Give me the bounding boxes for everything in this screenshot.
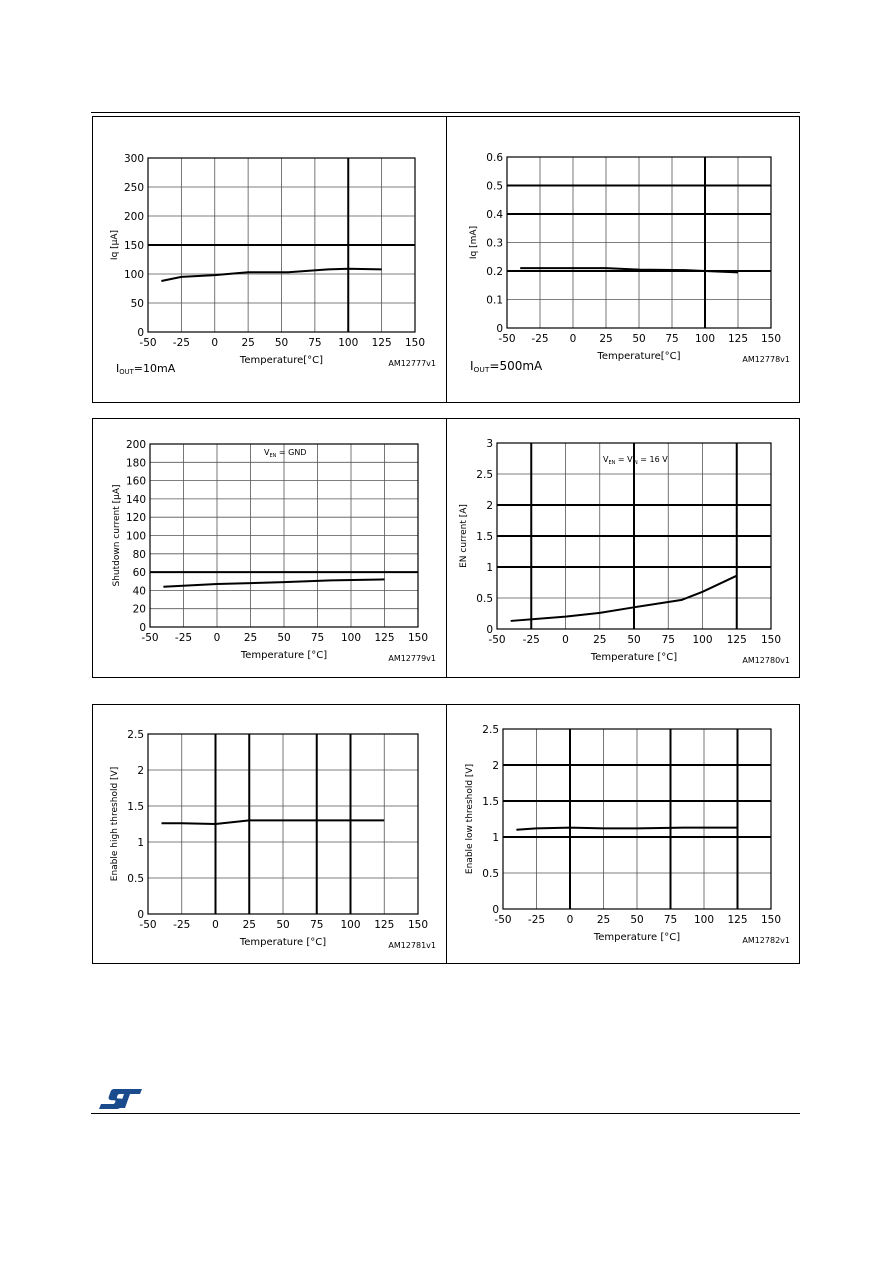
x-tick-label: -50: [139, 337, 157, 349]
chart-enable-high-threshold: [92, 704, 446, 964]
y-tick-label: 0.5: [486, 180, 503, 193]
chart-enable-low-threshold: [445, 704, 800, 964]
y-tick-label: 0: [496, 323, 503, 335]
y-tick-label: 180: [125, 457, 146, 470]
x-tick-label: 125: [727, 914, 748, 926]
x-tick-label: 25: [242, 919, 256, 931]
y-axis-label: Iq [mA]: [469, 225, 479, 260]
y-tick-label: 80: [132, 548, 146, 561]
y-tick-label: 3: [486, 438, 493, 450]
y-tick-label: 20: [132, 603, 146, 616]
y-tick-label: 2.5: [127, 729, 144, 741]
st-logo: [99, 1088, 143, 1110]
y-tick-label: 0.3: [486, 237, 503, 250]
figure-id: AM12782v1: [742, 936, 790, 945]
x-tick-label: 100: [340, 919, 361, 931]
y-tick-label: 150: [123, 240, 144, 252]
x-tick-label: 150: [760, 333, 782, 345]
y-tick-label: 60: [132, 567, 146, 580]
y-axis-label: Enable high threshold [V]: [110, 766, 120, 882]
x-tick-label: 125: [374, 632, 395, 644]
x-tick-label: 150: [407, 919, 429, 931]
x-axis-label: Temperature[°C]: [239, 355, 324, 366]
x-tick-label: 100: [693, 914, 715, 926]
x-axis-label: Temperature [°C]: [590, 652, 678, 663]
y-tick-label: 0.1: [486, 294, 503, 307]
y-axis-label: Shutdown current [µA]: [112, 484, 122, 587]
y-tick-label: 0: [486, 624, 493, 636]
y-tick-label: 2: [492, 760, 499, 772]
x-tick-label: 0: [569, 333, 577, 345]
x-tick-label: -50: [139, 919, 157, 931]
y-tick-label: 1.5: [482, 796, 499, 808]
y-tick-label: 0.5: [482, 868, 499, 880]
y-tick-label: 100: [125, 530, 146, 543]
y-tick-label: 1: [137, 837, 144, 849]
x-tick-label: -50: [141, 632, 159, 644]
figure-id: AM12780v1: [742, 656, 790, 665]
condition-label: IOUT=500mA: [470, 359, 543, 374]
y-tick-label: 40: [132, 585, 146, 598]
x-tick-label: 0: [212, 919, 219, 931]
page-bottom-rule: [91, 1113, 800, 1114]
y-tick-label: 120: [125, 512, 146, 525]
x-tick-label: 125: [374, 919, 395, 931]
plot-annotation: $V_{EN}$ = GND: [264, 448, 307, 459]
figure-id: AM12777v1: [388, 359, 436, 368]
x-axis-label: Temperature[°C]: [597, 351, 681, 362]
y-axis-label: EN current [A]: [459, 504, 469, 568]
y-axis-label: Enable low threshold [V]: [465, 763, 475, 875]
y-tick-label: 100: [123, 269, 144, 281]
x-tick-label: 75: [663, 914, 678, 926]
plot-annotation: $V_{EN} = V_{IN} = 16$ V: [603, 455, 668, 466]
x-tick-label: 0: [213, 632, 221, 644]
x-tick-label: 150: [760, 914, 782, 926]
y-tick-label: 1.5: [476, 531, 493, 543]
chart-en-current: [445, 418, 800, 678]
x-tick-label: 25: [593, 634, 607, 646]
x-tick-label: -50: [498, 333, 516, 345]
x-tick-label: 50: [630, 914, 644, 926]
x-tick-label: 25: [241, 337, 255, 349]
y-tick-label: 0.5: [127, 873, 144, 885]
y-tick-label: 140: [125, 493, 146, 506]
x-tick-label: 25: [243, 632, 258, 644]
x-tick-label: 100: [692, 634, 713, 646]
y-tick-label: 0.2: [486, 266, 503, 278]
y-tick-label: 0: [137, 909, 144, 921]
x-tick-label: 150: [404, 337, 426, 349]
y-tick-label: 2: [486, 500, 493, 512]
x-axis-label: Temperature [°C]: [240, 650, 328, 661]
y-tick-label: 0.5: [476, 593, 493, 605]
y-tick-label: 0: [492, 904, 499, 916]
x-tick-label: -25: [527, 914, 546, 926]
y-axis-label: Iq [µA]: [110, 229, 120, 261]
y-tick-label: 0: [137, 327, 144, 339]
x-tick-label: 50: [276, 919, 290, 931]
y-tick-label: 2.5: [476, 469, 493, 481]
x-tick-label: 75: [310, 632, 325, 644]
figure-id: AM12779v1: [388, 654, 436, 663]
x-axis-label: Temperature [°C]: [593, 932, 681, 943]
y-tick-label: 50: [130, 298, 144, 310]
x-tick-label: 125: [371, 337, 392, 349]
x-tick-label: 150: [760, 634, 782, 646]
x-tick-label: 25: [596, 914, 611, 926]
x-tick-label: -25: [172, 337, 190, 349]
y-tick-label: 0.4: [486, 209, 503, 221]
figure-id: AM12781v1: [388, 941, 436, 950]
x-tick-label: 75: [665, 333, 679, 345]
chart-iq-10ma: [92, 116, 446, 403]
y-tick-label: 300: [123, 153, 144, 165]
condition-label: IOUT=10mA: [116, 362, 176, 376]
figure-id: AM12778v1: [742, 355, 790, 364]
x-tick-label: -25: [522, 634, 540, 646]
y-tick-label: 1.5: [127, 801, 144, 813]
y-tick-label: 200: [123, 211, 144, 223]
x-tick-label: 50: [274, 337, 289, 349]
y-tick-label: 2.5: [482, 724, 499, 736]
x-tick-label: 50: [277, 632, 291, 644]
y-tick-label: 1: [492, 832, 499, 844]
x-tick-label: 0: [566, 914, 574, 926]
page-top-rule: [91, 112, 800, 113]
x-tick-label: -50: [494, 914, 512, 926]
y-tick-label: 160: [125, 475, 146, 488]
x-tick-label: 100: [340, 632, 362, 644]
y-tick-label: 250: [123, 182, 144, 194]
x-tick-label: -25: [173, 919, 191, 931]
x-tick-label: 50: [627, 634, 641, 646]
x-tick-label: 25: [599, 333, 613, 345]
x-tick-label: 125: [726, 634, 747, 646]
y-tick-label: 0.6: [486, 152, 503, 164]
x-tick-label: -25: [174, 632, 193, 644]
x-tick-label: 100: [694, 333, 716, 345]
y-tick-label: 2: [137, 765, 144, 777]
x-tick-label: 0: [562, 634, 569, 646]
x-tick-label: -50: [488, 634, 506, 646]
x-tick-label: 75: [308, 337, 322, 349]
x-tick-label: 75: [310, 919, 324, 931]
x-axis-label: Temperature [°C]: [239, 937, 327, 948]
y-tick-label: 0: [139, 622, 146, 634]
x-tick-label: 125: [727, 333, 749, 345]
chart-iq-500ma: [445, 116, 800, 403]
x-tick-label: 100: [338, 337, 359, 349]
x-tick-label: 0: [211, 337, 219, 349]
y-tick-label: 1: [486, 562, 493, 574]
x-tick-label: 150: [407, 632, 429, 644]
x-tick-label: -25: [531, 333, 549, 345]
y-tick-label: 200: [125, 439, 146, 451]
chart-shutdown-current: [92, 418, 446, 678]
x-tick-label: 50: [632, 333, 646, 345]
x-tick-label: 75: [661, 634, 675, 646]
